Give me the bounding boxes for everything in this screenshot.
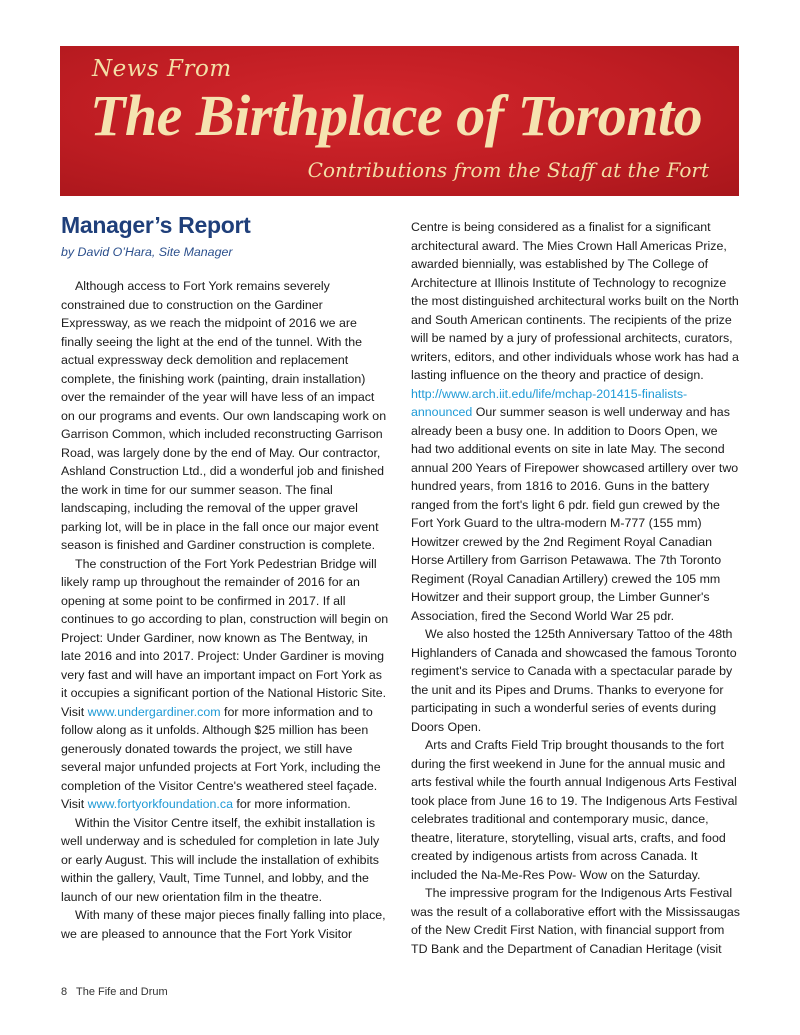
paragraph-2: The construction of the Fort York Pedestrian Bridge will likely ramp up throughout the remainder of 2016 for an opening at some point to be confirmed in 2017. If all continues to go according to plan, construction will begin on Project: Under Gardiner, now known as The Bentway, in late 2016 and into 2017. Project: Under Gardiner is moving very fast and will have an important impact on Fort York as it occupies a significant portion of the National Historic Site. Visit www.undergardiner.com for more information and to follow along as it unfolds. Although $25 million has been generously donated towards the project, we still have several major unfunded projects at Fort York, including the completion of the Visitor Centre's weathered steel façade. Visit www.fortyorkfoundation.ca for more information. [61, 556, 389, 811]
paragraph-3: Within the Visitor Centre itself, the exhibit installation is well underway and is scheduled for completion in late July or early August. This will include the installation of exhibits within the gallery, Vault, Time Tunnel, and lobby, and the launch of our new orientation film in the theatre. [61, 815, 380, 904]
link-undergardiner[interactable]: www.undergardiner.com [87, 704, 221, 719]
masthead-banner [60, 46, 739, 196]
paragraph-6: We also hosted the 125th Anniversary Tattoo of the 48th Highlanders of Canada and showcased the famous Toronto regiment's service to Canada with a spectacular parade by the unit and its Pipes and Drums. Thanks to everyone for participating in such a wonderful series of events during Doors Open. [411, 627, 737, 734]
masthead-title: The Birthplace of Toronto [90, 83, 703, 148]
right-column [411, 218, 741, 958]
paragraph-1: Although access to Fort York remains severely constrained due to construction on the Gardiner Expressway, as we reach the midpoint of 2016 we are finally seeing the light at the end of the tunnel. With the actual expressway deck demolition and replacement complete, the finishing work (painting, drain installation) over the remainder of the year will have less of an impact on our programs and events. Our own landscaping work on Garrison Common, which included reconstructing Garrison Road, was largely done by the end of May. Our contractor, Ashland Construction Ltd., did a wonderful job and finished the work in time for our summer season. The final landscaping, including the removal of the upper gravel parking lot, will be in place in the fall once our major event season is finished and Gardiner construction is complete. [61, 279, 387, 552]
page-footer [61, 986, 174, 998]
paragraph-4: With many of these major pieces finally falling into place, we are pleased to announce that the Fort York Visitor [61, 908, 386, 941]
publication-name: The Fife and Drum [75, 986, 168, 998]
article-title: Manager’s Report [61, 212, 251, 238]
paragraph-7: Arts and Crafts Field Trip brought thousands to the fort during the first weekend in June for the annual music and arts festival while the fourth annual Indigenous Arts Festival took place from June 16 to 19. The Indigenous Arts Festival celebrates traditional and contemporary music, dance, theatre, literature, storytelling, visual arts, crafts, and food created by indigenous artists from across Canada. It included the Na-Me-Res Pow- Wow on the Saturday. [411, 738, 738, 882]
left-column [61, 210, 391, 943]
paragraph-5: Centre is being considered as a finalist for a significant architectural award. The Mies Crown Hall Americas Prize, awarded biennially, was established by The College of Architecture at Illinois Institute of Technology to recognize the most distinguished architectural works built on the North and South American continents. The recipients of the prize will be named by a jury of professional architects, curators, writers, editors, and other individuals whose work has had a lasting influence on the theory and practice of design. http://www.arch.iit.edu/life/mchap-201415-finalists-announced Our summer season is well underway and has already been a busy one. In addition to Doors Open, we had two additional events on site in late May. The second annual 200 Years of Firepower showcased artillery over two hundred years, from 1816 to 2016. Guns in the battery ranged from the fort's light 6 pdr. field gun crewed by the Fort York Guard to the ultra-modern M-777 (155 mm) Howitzer crewed by the 2nd Regiment Royal Canadian Horse Artillery from Garrison Petawawa. The 7th Toronto Regiment (Royal Canadian Artillery) crewed the 105 mm Howitzer and their support group, the Limber Gunner's Association, fired the Second World War 25 pdr. [411, 220, 739, 623]
masthead-kicker: News From [92, 56, 232, 82]
link-fortyorkfoundation[interactable]: www.fortyorkfoundation.ca [87, 797, 233, 811]
link-iit-mchap[interactable]: http://www.arch.iit.edu/life/mchap-201415-finalists-announced [411, 386, 688, 419]
paragraph-8: The impressive program for the Indigenous Arts Festival was the result of a collaborative effort with the Mississaugas of the New Credit First Nation, with financial support from TD Bank and the Department of Canadian Heritage (visit [411, 886, 740, 956]
article-byline: by David O’Hara, Site Manager [61, 244, 233, 259]
page-number: 8 [61, 986, 68, 998]
masthead-subtitle: Contributions from the Staff at the Fort [307, 158, 709, 182]
